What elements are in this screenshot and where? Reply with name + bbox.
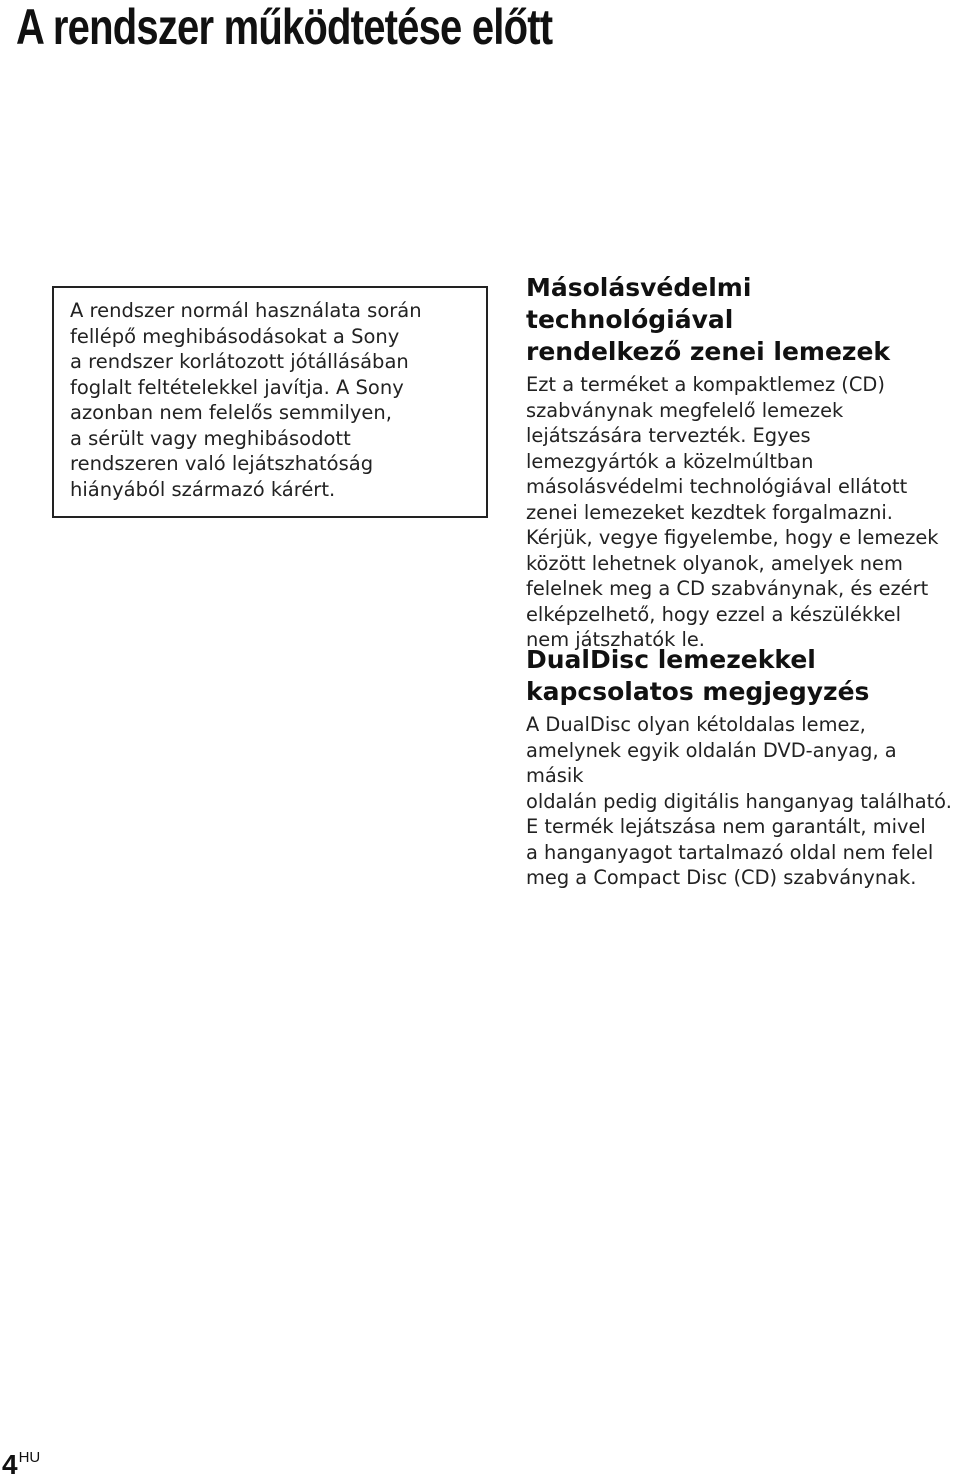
warranty-notice-text: A rendszer normál használata során fellépő meghibásodásokat a Sony a rendszer korlátozott jótállásában foglalt feltételekkel javítja. A Sony azonban nem felelős semmilyen, a sérült vagy meghibásodott rendszeren való lejátszhatóság hiányából származó kárért.: [70, 299, 422, 501]
page-number: [2, 1451, 40, 1484]
copy-protection-section: [526, 272, 958, 653]
copy-protection-heading: Másolásvédelmi technológiával rendelkező zenei lemezek: [526, 273, 891, 366]
warranty-notice-box: [52, 286, 488, 518]
page-number-value: 4: [2, 1449, 18, 1480]
page-title: A rendszer működtetése előtt: [16, 0, 553, 55]
language-code: HU: [18, 1449, 41, 1466]
dualdisc-section: [526, 644, 958, 891]
copy-protection-body: Ezt a terméket a kompaktlemez (CD) szabványnak megfelelő lemezek lejátszására tervezték. Egyes lemezgyártók a közelmúltban másolásvédelmi technológiával ellátott zenei lemezeket kezdtek forgalmazni. Kérjük, vegye figyelembe, hogy e lemezek között lehetnek olyanok, amelyek nem felelnek meg a CD szabványnak, és ezért elképzelhető, hogy ezzel a készülékkel nem játszhatók le.: [526, 373, 939, 651]
dualdisc-body: A DualDisc olyan kétoldalas lemez, amelynek egyik oldalán DVD-anyag, a másik oldalán pedig digitális hanganyag található. E termék lejátszása nem garantált, mivel a hanganyagot tartalmazó oldal nem felel meg a Compact Disc (CD) szabványnak.: [526, 713, 952, 889]
dualdisc-heading: DualDisc lemezekkel kapcsolatos megjegyzés: [526, 645, 870, 706]
